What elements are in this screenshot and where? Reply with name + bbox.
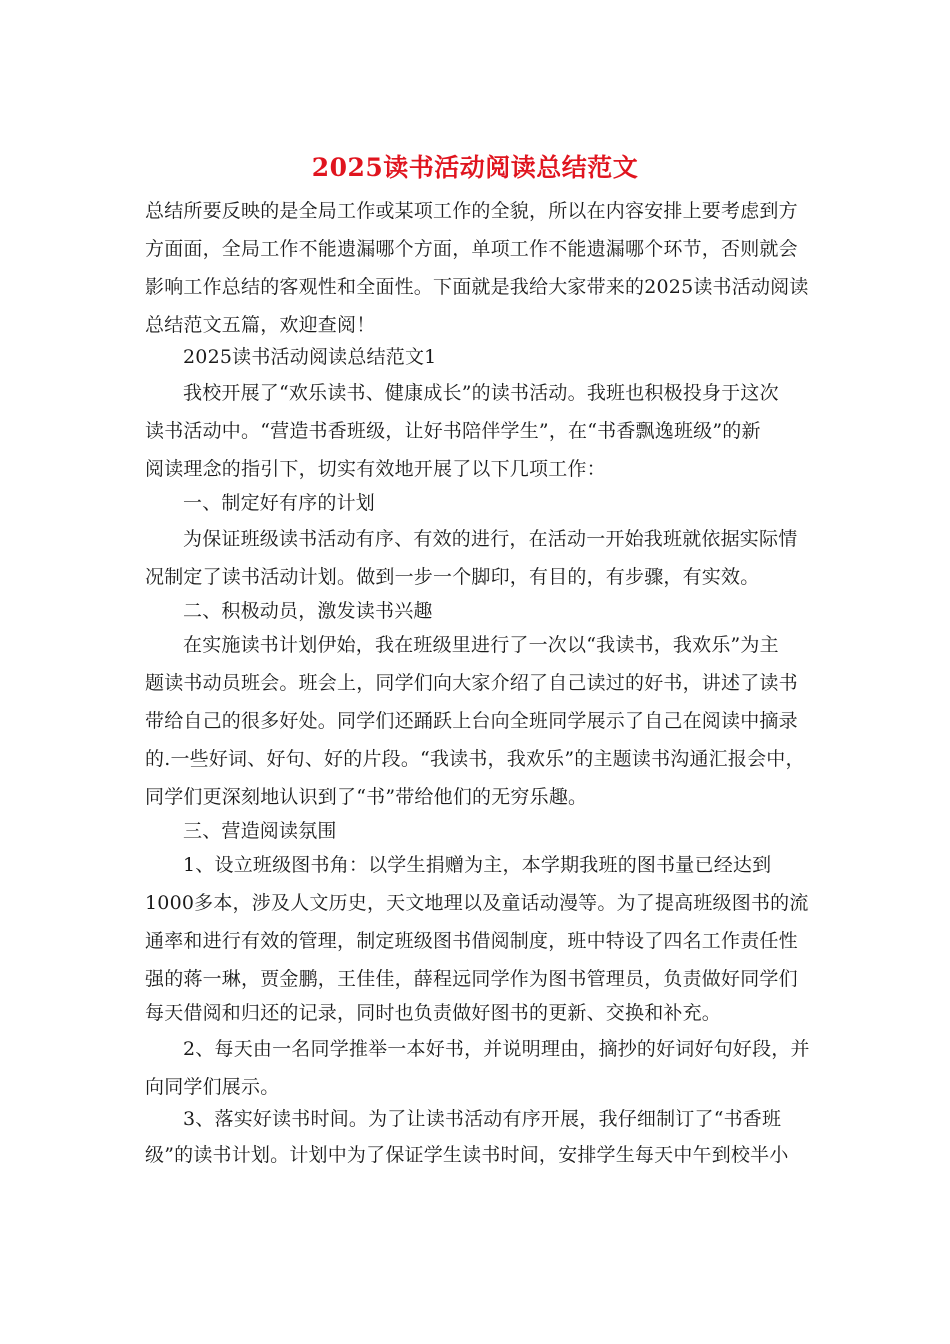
body-line: 影响工作总结的客观性和全面性。下面就是我给大家带来的2025读书活动阅读 [145, 276, 809, 298]
body-line: 通率和进行有效的管理，制定班级图书借阅制度，班中特设了四名工作责任性 [145, 930, 798, 952]
body-line: 阅读理念的指引下，切实有效地开展了以下几项工作： [145, 458, 606, 480]
body-line: 我校开展了“欢乐读书、健康成长”的读书活动。我班也积极投身于这次 [183, 382, 779, 404]
body-line: 况制定了读书活动计划。做到一步一个脚印，有目的，有步骤，有实效。 [145, 566, 760, 588]
section-heading: 一、制定好有序的计划 [183, 492, 376, 514]
section-heading: 2025读书活动阅读总结范文1 [183, 346, 437, 368]
body-line: 题读书动员班会。班会上，同学们向大家介绍了自己读过的好书，讲述了读书 [145, 672, 798, 694]
body-line: 向同学们展示。 [145, 1076, 280, 1098]
body-line: 级”的读书计划。计划中为了保证学生读书时间，安排学生每天中午到校半小 [145, 1144, 789, 1166]
body-line: 强的蒋一琳，贾金鹏，王佳佳，薛程远同学作为图书管理员，负责做好同学们 [145, 968, 798, 990]
body-line: 方面面，全局工作不能遗漏哪个方面，单项工作不能遗漏哪个环节，否则就会 [145, 238, 798, 260]
body-line: 1000多本，涉及人文历史，天文地理以及童话动漫等。为了提高班级图书的流 [145, 892, 809, 914]
body-line: 同学们更深刻地认识到了“书”带给他们的无穷乐趣。 [145, 786, 588, 808]
body-line: 的.一些好词、好句、好的片段。“我读书，我欢乐”的主题读书沟通汇报会中， [145, 748, 805, 770]
section-heading: 二、积极动员，激发读书兴趣 [183, 600, 433, 622]
body-line: 为保证班级读书活动有序、有效的进行，在活动一开始我班就依据实际情 [183, 528, 798, 550]
body-line: 2、每天由一名同学推举一本好书，并说明理由，摘抄的好词好句好段，并 [183, 1038, 810, 1060]
body-line: 总结范文五篇，欢迎查阅！ [145, 314, 376, 336]
body-line: 读书活动中。“营造书香班级，让好书陪伴学生”，在“书香飘逸班级”的新 [145, 420, 761, 442]
body-line: 带给自己的很多好处。同学们还踊跃上台向全班同学展示了自己在阅读中摘录 [145, 710, 798, 732]
body-line: 在实施读书计划伊始，我在班级里进行了一次以“我读书，我欢乐”为主 [183, 634, 779, 656]
body-line: 总结所要反映的是全局工作或某项工作的全貌，所以在内容安排上要考虑到方 [145, 200, 798, 222]
body-line: 3、落实好读书时间。为了让读书活动有序开展，我仔细制订了“书香班 [183, 1108, 782, 1130]
body-line: 每天借阅和归还的记录，同时也负责做好图书的更新、交换和补充。 [145, 1002, 722, 1024]
section-heading: 三、营造阅读氛围 [183, 820, 337, 842]
document-title: 2025读书活动阅读总结范文 [311, 153, 639, 182]
body-line: 1、设立班级图书角：以学生捐赠为主，本学期我班的图书量已经达到 [183, 854, 772, 876]
